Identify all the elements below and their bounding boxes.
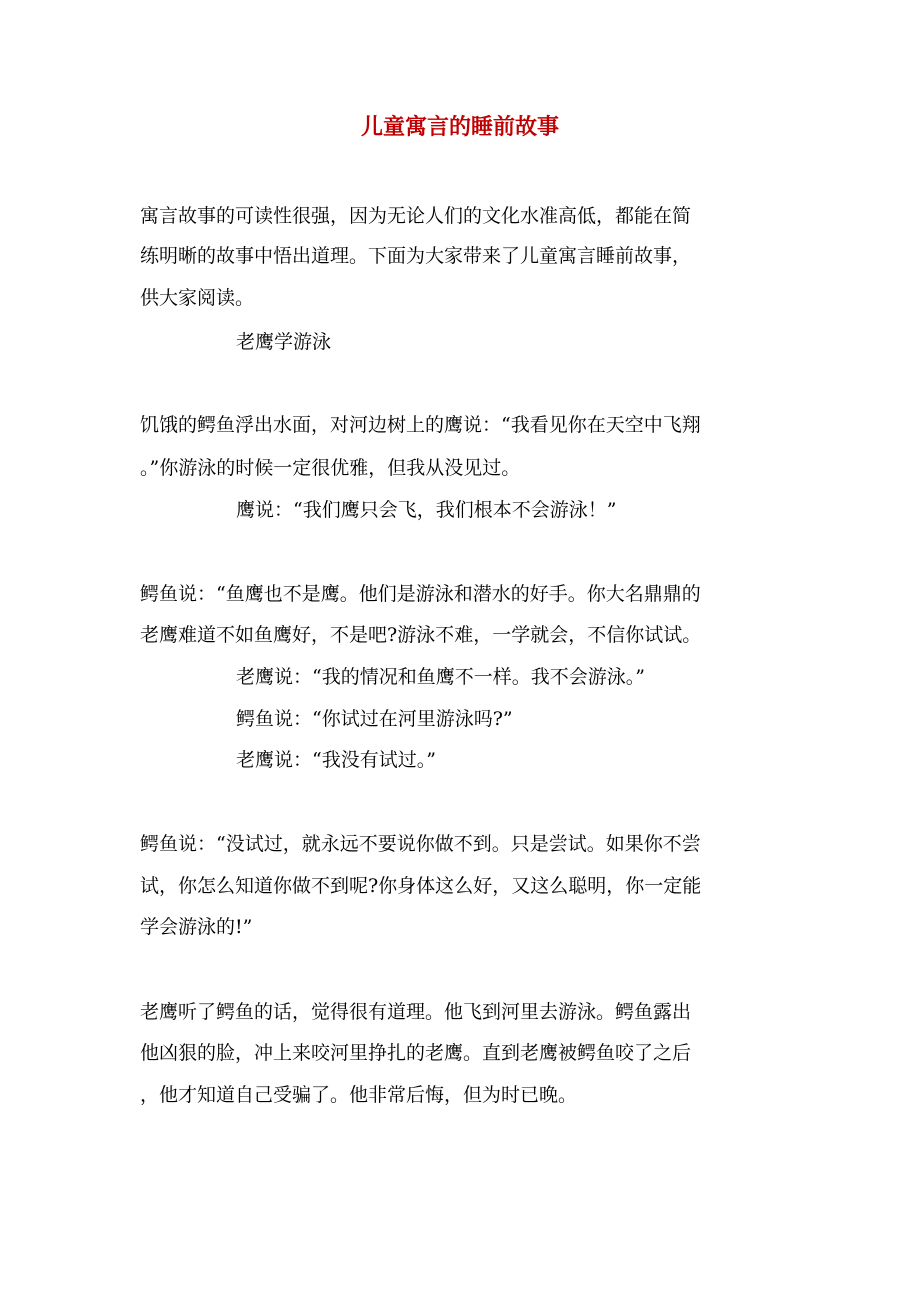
paragraph-line: 饥饿的鳄鱼浮出水面，对河边树上的鹰说：“我看见你在天空中飞翔 [140,414,701,436]
paragraph-line: 供大家阅读。 [140,287,255,309]
paragraph-line: 老鹰难道不如鱼鹰好，不是吧?游泳不难，一学就会，不信你试试。 [140,624,702,646]
paragraph-line: 老鹰听了鳄鱼的话，觉得很有道理。他飞到河里去游泳。鳄鱼露出 [140,1001,692,1023]
dialogue-line: 鹰说：“我们鹰只会飞，我们根本不会游泳！” [236,499,617,521]
dialogue-line: 老鹰说：“我没有试过。” [236,749,436,771]
paragraph-line: 试，你怎么知道你做不到呢?你身体这么好，又这么聪明，你一定能 [140,875,702,897]
paragraph-line: 鳄鱼说：“没试过，就永远不要说你做不到。只是尝试。如果你不尝 [140,833,701,855]
paragraph-line: 。”你游泳的时候一定很优雅，但我从没见过。 [140,457,521,479]
paragraph-line: 鳄鱼说：“鱼鹰也不是鹰。他们是游泳和潜水的好手。你大名鼎鼎的 [140,583,701,605]
paragraph-line: 学会游泳的!” [140,916,253,938]
dialogue-line: 鳄鱼说：“你试过在河里游泳吗?” [236,708,513,730]
document-title: 儿童寓言的睡前故事 [360,114,559,140]
paragraph-line: 练明晰的故事中悟出道理。下面为大家带来了儿童寓言睡前故事， [140,245,692,267]
paragraph-line: 寓言故事的可读性很强，因为无论人们的文化水准高低，都能在简 [140,205,692,227]
dialogue-line: 老鹰说：“我的情况和鱼鹰不一样。我不会游泳。” [236,666,645,688]
paragraph-line: 他凶狠的脸，冲上来咬河里挣扎的老鹰。直到老鹰被鳄鱼咬了之后 [140,1042,692,1064]
story-subtitle: 老鹰学游泳 [236,331,332,353]
paragraph-line: ，他才知道自己受骗了。他非常后悔，但为时已晚。 [140,1084,578,1106]
